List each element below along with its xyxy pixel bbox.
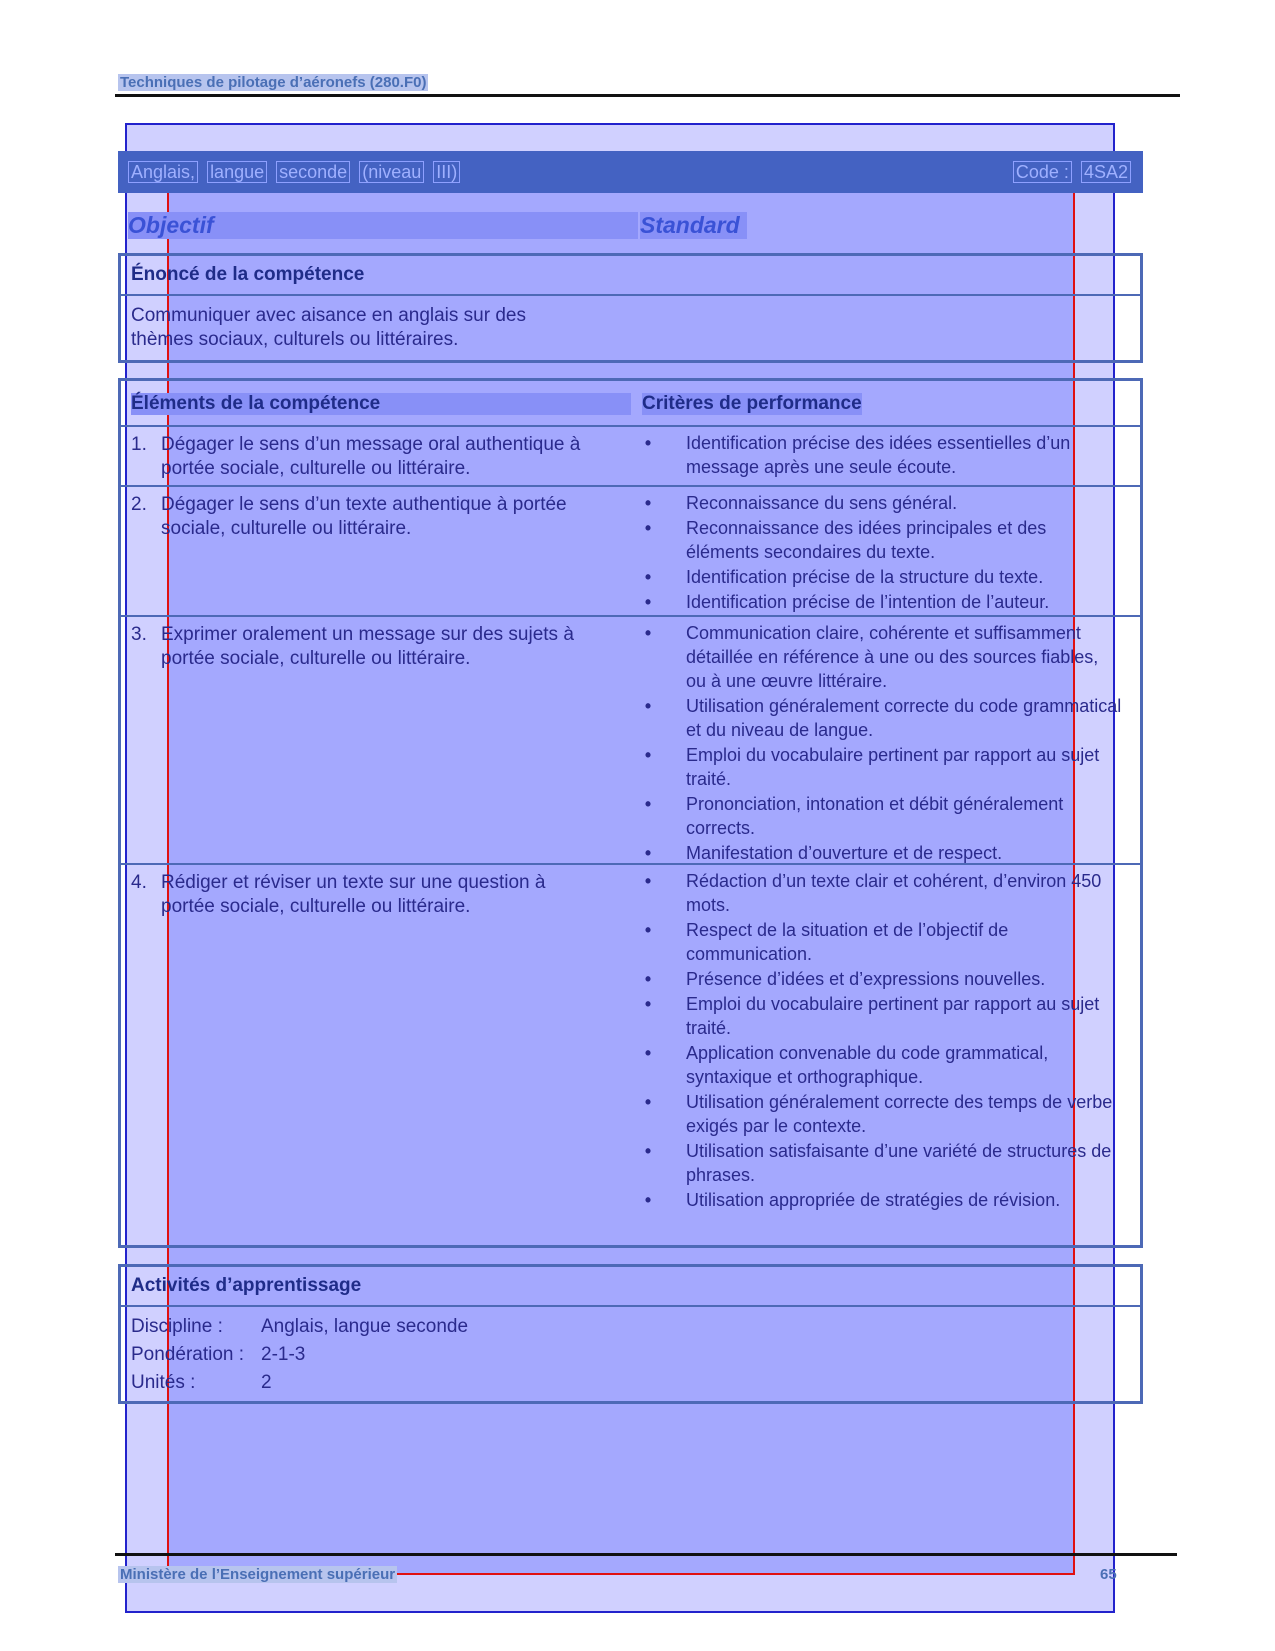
criterion-item — [642, 992, 1122, 1040]
criterion-text: Communication claire, cohérente et suffisamment détaillée en référence à une ou des sources fiables, ou à une œuvre littéraire. — [686, 623, 1099, 691]
bullet-icon: • — [644, 1141, 652, 1161]
page-number: 65 — [1100, 1566, 1117, 1583]
element-number: 2. — [131, 494, 147, 515]
element-text — [131, 871, 631, 919]
enonce-heading: Énoncé de la compétence — [131, 264, 365, 285]
criterion-text: Respect de la situation et de l’objectif de communication. — [686, 920, 1009, 964]
element-line: Rédiger et réviser un texte sur une question à — [161, 872, 546, 893]
bullet-icon: • — [644, 518, 652, 538]
element-text — [131, 623, 631, 671]
element-line: Dégager le sens d’un message oral authentique à — [161, 434, 581, 455]
bullet-icon: • — [644, 843, 652, 863]
elements-header-row — [121, 381, 1140, 425]
bullet-icon: • — [644, 433, 652, 453]
criterion-text: Prononciation, intonation et débit généralement corrects. — [686, 794, 1064, 838]
course-code — [1013, 162, 1131, 183]
ponderation-value: 2-1-3 — [261, 1344, 306, 1365]
objectif-heading: Objectif — [128, 212, 638, 239]
element-row — [121, 863, 1140, 1245]
criterion-text: Identification précise de la structure du texte. — [686, 567, 1044, 587]
course-title — [128, 162, 460, 183]
criteria-list — [642, 491, 1122, 615]
criterion-text: Utilisation satisfaisante d’une variété de structures de phrases. — [686, 1141, 1112, 1185]
discipline-row — [121, 1313, 1140, 1341]
element-line: portée sociale, culturelle ou littéraire. — [161, 896, 471, 917]
criterion-text: Reconnaissance du sens général. — [686, 493, 958, 513]
bullet-icon: • — [644, 1190, 652, 1210]
code-value: 4SA2 — [1081, 161, 1131, 183]
criterion-item — [642, 1041, 1122, 1089]
activites-heading: Activités d’apprentissage — [131, 1275, 362, 1296]
element-row — [121, 615, 1140, 863]
criterion-item — [642, 491, 1122, 515]
element-line: Dégager le sens d’un texte authentique à portée — [161, 494, 567, 515]
unites-row — [121, 1369, 1140, 1397]
element-text — [131, 493, 631, 541]
standard-heading: Standard — [640, 212, 747, 239]
criterion-text: Utilisation généralement correcte du code grammatical et du niveau de langue. — [686, 696, 1122, 740]
title-word: (niveau — [359, 161, 424, 183]
bullet-icon: • — [644, 696, 652, 716]
criterion-text: Reconnaissance des idées principales et des éléments secondaires du texte. — [686, 518, 1047, 562]
section-divider — [121, 1305, 1140, 1307]
criterion-item — [642, 918, 1122, 966]
bullet-icon: • — [644, 567, 652, 587]
criterion-item — [642, 694, 1122, 742]
criterion-item — [642, 743, 1122, 791]
activites-section — [118, 1264, 1143, 1404]
unites-label: Unités : — [131, 1372, 196, 1393]
element-line: sociale, culturelle ou littéraire. — [161, 518, 412, 539]
title-word: seconde — [276, 161, 350, 183]
element-number: 1. — [131, 434, 147, 455]
bullet-icon: • — [644, 794, 652, 814]
course-header-bar — [118, 151, 1143, 193]
element-line: portée sociale, culturelle ou littéraire. — [161, 648, 471, 669]
element-line: Exprimer oralement un message sur des sujets à — [161, 624, 574, 645]
element-number: 3. — [131, 624, 147, 645]
code-label: Code : — [1013, 161, 1072, 183]
criterion-text: Emploi du vocabulaire pertinent par rapport au sujet traité. — [686, 745, 1100, 789]
criteria-heading: Critères de performance — [642, 393, 862, 414]
criterion-text: Rédaction d’un texte clair et cohérent, d’environ 450 mots. — [686, 871, 1102, 915]
criterion-item — [642, 869, 1122, 917]
element-row — [121, 425, 1140, 485]
enonce-line: thèmes sociaux, culturels ou littéraires. — [131, 329, 459, 350]
bullet-icon: • — [644, 994, 652, 1014]
title-word: Anglais, — [128, 161, 198, 183]
element-text — [131, 433, 631, 481]
enonce-section — [118, 253, 1143, 363]
element-row — [121, 485, 1140, 615]
ponderation-label: Pondération : — [131, 1344, 245, 1365]
bullet-icon: • — [644, 745, 652, 765]
bullet-icon: • — [644, 920, 652, 940]
running-head: Techniques de pilotage d’aéronefs (280.F0) — [120, 74, 427, 91]
ponderation-row — [121, 1341, 1140, 1369]
criterion-item — [642, 967, 1122, 991]
criterion-text: Identification précise de l’intention de l’auteur. — [686, 592, 1050, 612]
criterion-item — [642, 792, 1122, 840]
discipline-label: Discipline : — [131, 1316, 223, 1337]
discipline-value: Anglais, langue seconde — [261, 1316, 469, 1337]
criterion-text: Utilisation généralement correcte des temps de verbe exigés par le contexte. — [686, 1092, 1113, 1136]
criteria-list — [642, 431, 1122, 480]
criterion-item — [642, 1188, 1122, 1212]
running-foot: Ministère de l’Enseignement supérieur — [120, 1566, 396, 1583]
header-rule — [115, 94, 1180, 97]
criterion-text: Manifestation d’ouverture et de respect. — [686, 843, 1003, 863]
criterion-text: Emploi du vocabulaire pertinent par rapport au sujet traité. — [686, 994, 1100, 1038]
bullet-icon: • — [644, 623, 652, 643]
criterion-item — [642, 841, 1122, 865]
criterion-text: Utilisation appropriée de stratégies de révision. — [686, 1190, 1061, 1210]
criterion-item — [642, 431, 1122, 479]
criterion-item — [642, 565, 1122, 589]
criterion-text: Application convenable du code grammatical, syntaxique et orthographique. — [686, 1043, 1049, 1087]
criterion-text: Identification précise des idées essentielles d’un message après une seule écoute. — [686, 433, 1071, 477]
enonce-text — [121, 296, 1140, 360]
criterion-item — [642, 1139, 1122, 1187]
criterion-item — [642, 621, 1122, 693]
bullet-icon: • — [644, 871, 652, 891]
footer-rule — [115, 1553, 1177, 1556]
bullet-icon: • — [644, 969, 652, 989]
criterion-item — [642, 516, 1122, 564]
enonce-line: Communiquer avec aisance en anglais sur des — [131, 305, 526, 326]
bullet-icon: • — [644, 1043, 652, 1063]
criteria-list — [642, 621, 1122, 866]
elements-section — [118, 378, 1143, 1248]
bullet-icon: • — [644, 493, 652, 513]
title-word: III) — [433, 161, 460, 183]
bullet-icon: • — [644, 592, 652, 612]
criterion-text: Présence d’idées et d’expressions nouvelles. — [686, 969, 1046, 989]
criterion-item — [642, 590, 1122, 614]
elements-heading: Éléments de la compétence — [131, 393, 631, 415]
element-number: 4. — [131, 872, 147, 893]
objectif-standard-row — [128, 212, 1138, 242]
title-word: langue — [207, 161, 267, 183]
bullet-icon: • — [644, 1092, 652, 1112]
criteria-list — [642, 869, 1122, 1213]
unites-value: 2 — [261, 1372, 272, 1393]
element-line: portée sociale, culturelle ou littéraire. — [161, 458, 471, 479]
criterion-item — [642, 1090, 1122, 1138]
